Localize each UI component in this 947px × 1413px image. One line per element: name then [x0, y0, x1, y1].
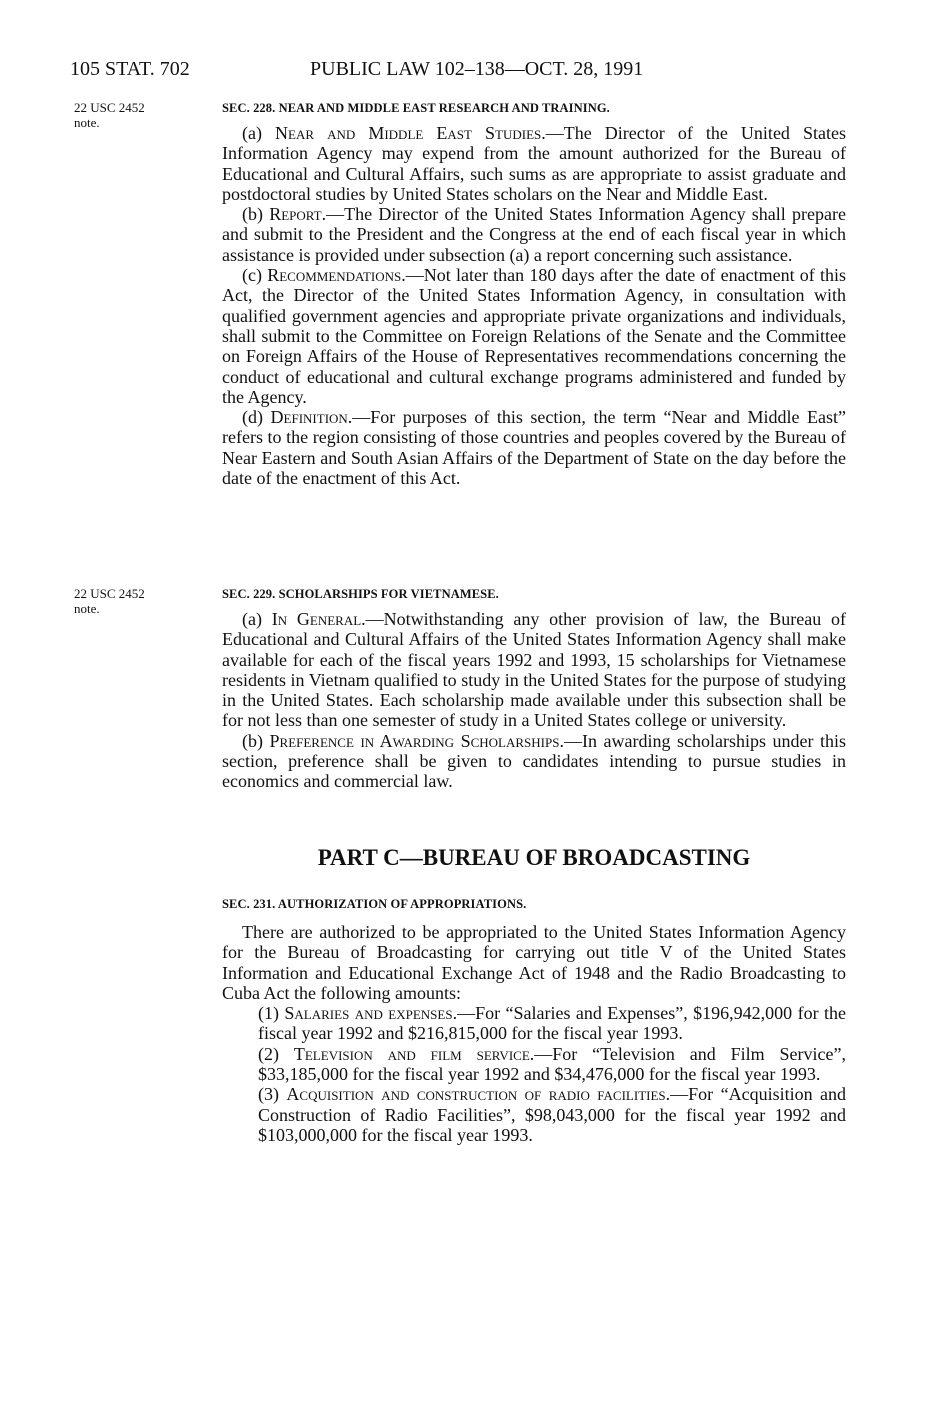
part-title: PART C—BUREAU OF BROADCASTING — [317, 845, 751, 870]
header-stat-citation: 105 STAT. 702 — [70, 58, 190, 80]
margin-note-note: note. — [74, 601, 100, 616]
item-caption: Acquisition and construction of radio facilities. — [286, 1084, 671, 1105]
margin-note-note: note. — [74, 115, 100, 130]
item-caption: Television and film service. — [293, 1043, 535, 1064]
subsection-b: (b) Preference in Awarding Scholarships.—In awarding scholarships under this section, preference shall be given to candidates intending to pursue studies in economics and commercial law. — [222, 730, 846, 792]
section-heading: SEC. 228. NEAR AND MIDDLE EAST RESEARCH AND TRAINING. — [222, 101, 610, 115]
subsection-caption: Recommendations. — [267, 265, 406, 286]
list-item: (3) Acquisition and construction of radio facilities.—For “Acquisition and Construction of Radio Facilities”, $98,043,000 for the fiscal year 1992 and $103,000,000 for the fiscal year 1993. — [258, 1084, 846, 1145]
subsection-b: (b) Report.—The Director of the United States Information Agency shall prepare and submit to the President and the Congress at the end of each fiscal year in which assistance is provided under subsection (a) a report concerning such assistance. — [222, 204, 846, 265]
section-231 — [222, 897, 846, 1145]
subsection-d: (d) Definition.—For purposes of this section, the term “Near and Middle East” refers to the region consisting of those countries and peoples covered by the Bureau of Near Eastern and South Asian Affairs of the Department of State on the day before the date of the enactment of this Act. — [222, 407, 846, 489]
list-item: (1) Salaries and expenses.—For “Salaries and Expenses”, $196,942,000 for the fiscal year 1992 and $216,815,000 for the fiscal year 1993. — [258, 1003, 846, 1044]
subsection-caption: In General. — [271, 609, 366, 629]
subsection-c: (c) Recommendations.—Not later than 180 days after the date of enactment of this Act, the Director of the United States Information Agency, in consultation with qualified government agencies and appropriate private organizations and individuals, shall submit to the Committee on Foreign Relations of the Senate and the Committee on Foreign Affairs of the House of Representatives recommendations concerning the conduct of educational and cultural exchange programs administered and funded by the Agency. — [222, 265, 846, 407]
section-heading: SEC. 229. SCHOLARSHIPS FOR VIETNAMESE. — [222, 587, 499, 601]
margin-note-usc: 22 USC 2452 — [74, 100, 145, 115]
margin-note-usc: 22 USC 2452 — [74, 586, 145, 601]
subsection-a: (a) Near and Middle East Studies.—The Director of the United States Information Agency may expend from the amount authorized for the Bureau of Educational and Cultural Affairs, such sums as are appropriate to assist graduate and postdoctoral studies by United States scholars on the Near and Middle East. — [222, 123, 846, 204]
list-item: (2) Television and film service.—For “Television and Film Service”, $33,185,000 for the fiscal year 1992 and $34,476,000 for the fiscal year 1993. — [258, 1043, 846, 1085]
subsection-caption: Report. — [269, 204, 327, 225]
subsection-a: (a) In General.—Notwithstanding any other provision of law, the Bureau of Educational and Cultural Affairs of the United States Information Agency shall make available for each of the fiscal years 1992 and 1993, 15 scholarships for Vietnamese residents in Vietnam qualified to study in the United States for the purpose of studying in the United States. Each scholarship made available under this subsection shall be for not less than one semester of study in a United States college or university. — [222, 609, 847, 731]
section-229 — [222, 587, 846, 792]
subsection-caption: Near and Middle East Studies. — [275, 123, 546, 143]
section-intro: There are authorized to be appropriated to the United States Information Agency for the Bureau of Broadcasting for carrying out title V of the United States Information and Educational Exchange Act of 1948 and the Radio Broadcasting to Cuba Act the following amounts: — [222, 922, 846, 1003]
margin-note-sec228 — [74, 100, 194, 130]
header-law-title: PUBLIC LAW 102–138—OCT. 28, 1991 — [310, 58, 644, 80]
subsection-caption: Definition. — [270, 407, 353, 428]
subsection-caption: Preference in Awarding Scholarships. — [269, 730, 564, 751]
appropriations-list — [222, 1003, 846, 1145]
item-caption: Salaries and expenses. — [284, 1003, 458, 1024]
section-heading: SEC. 231. AUTHORIZATION OF APPROPRIATIONS. — [222, 897, 527, 911]
margin-note-sec229 — [74, 586, 194, 616]
section-228 — [222, 101, 846, 488]
